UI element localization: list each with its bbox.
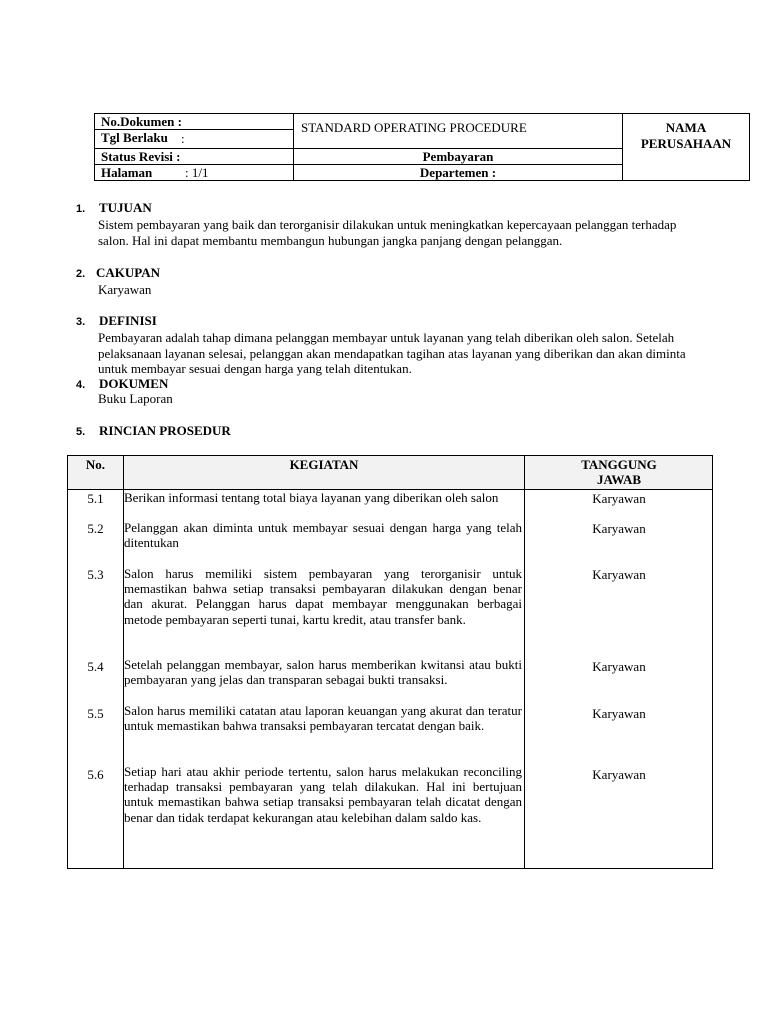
paragraph-line: salon. Hal ini dapat membantu membangun hubungan jangka panjang dengan pelanggan. (98, 232, 563, 248)
row-responsible: Karyawan (592, 659, 646, 674)
section-title-cakupan: CAKUPAN (96, 265, 161, 280)
company-name-line1: NAMA (665, 120, 707, 135)
company-name-line2: PERUSAHAAN (640, 136, 732, 151)
departemen-label: Departemen : (419, 165, 497, 180)
row-responsible: Karyawan (592, 706, 646, 721)
row-activity: Berikan informasi tentang total biaya layanan yang diberikan oleh salon (124, 490, 499, 505)
procedure-table (67, 455, 713, 869)
row-activity: Pelanggan akan diminta untuk membayar sesuai dengan harga yang telah ditentukan (124, 520, 522, 551)
paragraph-line: Sistem pembayaran yang baik dan terorganisir dilakukan untuk meningkatkan kepercayaan pelanggan terhadap (98, 217, 677, 232)
halaman-label: Halaman (101, 165, 153, 180)
column-header-tanggung-jawab-line2: JAWAB (596, 472, 642, 487)
row-number: 5.2 (87, 521, 104, 536)
cakupan-paragraph (98, 282, 151, 298)
row-number: 5.4 (87, 659, 104, 674)
row-activity: Salon harus memiliki catatan atau laporan keuangan yang akurat dan teratur untuk memastikan bahwa transaksi pembayaran tercatat dengan baik. (124, 703, 522, 734)
section-title-definisi: DEFINISI (99, 313, 157, 328)
column-header-no: No. (85, 457, 106, 472)
section-number: 3. (76, 316, 86, 328)
row-responsible: Karyawan (592, 521, 646, 536)
row-activity: Setelah pelanggan membayar, salon harus memberikan kwitansi atau bukti pembayaran yang jelas dan transparan sebagai bukti transaksi. (124, 657, 522, 688)
dokumen-paragraph (98, 391, 173, 407)
sop-title: STANDARD OPERATING PROCEDURE (301, 120, 527, 135)
tgl-berlaku-label: Tgl Berlaku (101, 130, 168, 145)
document-header-table (94, 113, 750, 181)
paragraph-line: Buku Laporan (98, 391, 173, 406)
section-title-rincian: RINCIAN PROSEDUR (99, 423, 231, 438)
paragraph-line: untuk membayar sesuai dengan harga yang telah ditentukan. (98, 361, 412, 376)
row-number: 5.3 (87, 567, 104, 582)
row-activity: Setiap hari atau akhir periode tertentu, salon harus melakukan reconciling terhadap transaksi pembayaran yang telah dilakukan. Hal ini bertujuan untuk memastikan bahwa setiap transaksi pembayaran telah dicatat dengan benar dan tidak terdapat kekurangan atau kelebihan dalam saldo kas. (124, 764, 522, 825)
paragraph-line: Pembayaran adalah tahap dimana pelanggan membayar untuk layanan yang telah diberikan oleh salon. Setelah (98, 330, 675, 345)
paragraph-line: pelaksanaan layanan selesai, pelanggan akan mendapatkan tagihan atas layanan yang diberikan dan akan diminta (98, 345, 686, 361)
tujuan-paragraph (98, 217, 676, 248)
column-header-tanggung-jawab-line1: TANGGUNG (581, 457, 657, 472)
paragraph-line: Karyawan (98, 282, 152, 297)
row-responsible: Karyawan (592, 567, 646, 582)
section-number: 4. (76, 379, 86, 391)
row-responsible: Karyawan (592, 767, 646, 782)
status-revisi-label: Status Revisi : (101, 149, 181, 164)
no-dokumen-label: No.Dokumen : (101, 114, 182, 129)
sop-subject: Pembayaran (422, 149, 494, 164)
section-number: 2. (76, 268, 86, 280)
tgl-berlaku-separator: : (181, 131, 185, 146)
row-activity: Salon harus memiliki sistem pembayaran yang terorganisir untuk memastikan bahwa setiap transaksi pembayaran dilakukan dengan benar dan akurat. Pelanggan harus dapat membayar menggunakan berbagai metode pembayaran seperti tunai, kartu kredit, atau transfer bank. (124, 566, 522, 627)
halaman-value: : 1/1 (185, 165, 209, 180)
row-responsible: Karyawan (592, 491, 646, 506)
definisi-paragraph (98, 330, 686, 377)
row-number: 5.5 (87, 706, 104, 721)
section-number: 5. (76, 426, 86, 438)
section-title-tujuan: TUJUAN (99, 200, 152, 215)
section-number: 1. (76, 203, 86, 215)
row-number: 5.6 (87, 767, 104, 782)
section-title-dokumen: DOKUMEN (99, 376, 169, 391)
row-number: 5.1 (87, 491, 104, 506)
column-header-kegiatan: KEGIATAN (289, 457, 359, 472)
